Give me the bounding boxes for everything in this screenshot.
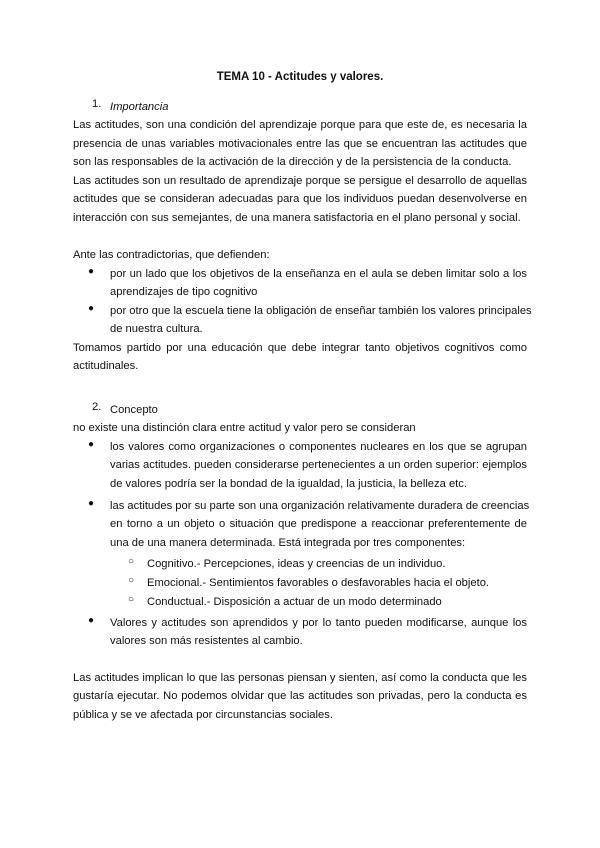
closing-paragraph-line: gustaría ejecutar. No podemos olvidar que las actitudes son privadas, pero la conducta es (73, 690, 527, 702)
document-title: TEMA 10 - Actitudes y valores. (216, 71, 384, 83)
section-1-paragraph-1-line: presencia de unas variables motivacionales entre las que se encuentran las actitudes que (73, 138, 527, 150)
bullet-line: de nuestra cultura. (110, 323, 203, 335)
bullet-line: una de una manera determinada. Está integrada por tres componentes: (110, 537, 466, 549)
component-item: Cognitivo.- Percepciones, ideas y creencias de un individuo. (147, 558, 446, 570)
section-1-conclusion-line: actitudinales. (73, 360, 139, 372)
bullet-line: los valores como organizaciones o componentes nucleares en los que se agrupan (110, 441, 527, 453)
bullet-line: las actitudes por su parte son una organización relativamente duradera de creencias (110, 500, 530, 512)
component-item: Conductual.- Disposición a actuar de un modo determinado (147, 596, 442, 608)
sub-bullet-marker: ○ (128, 575, 135, 586)
bullet-line: de valores podría ser la bondad de la igualdad, la justicia, la belleza etc. (110, 478, 467, 490)
component-item: Emocional.- Sentimientos favorables o desfavorables hacia el objeto. (147, 577, 490, 589)
closing-paragraph-line: pública y se ve afectada por circunstancias sociales. (73, 709, 333, 721)
bullet-marker: ● (88, 439, 95, 450)
section-1-number: 1. (92, 98, 102, 110)
bullet-line: en torno a un objeto o situación que predispone a reaccionar preferentemente de (110, 518, 527, 530)
section-1-conclusion-line: Tomamos partido por una educación que debe integrar tanto objetivos cognitivos como (73, 342, 527, 354)
bullet-line: varias actitudes. pueden considerarse pertenecientes a un orden superior: ejemplos (110, 459, 527, 471)
sub-bullet-marker: ○ (128, 556, 135, 567)
bullet-marker: ● (88, 266, 95, 277)
section-2-number: 2. (92, 401, 102, 413)
section-1-intro: Ante las contradictorias, que defienden: (73, 249, 270, 261)
bullet-marker: ● (88, 498, 95, 509)
section-1-paragraph-2-line: interacción con sus semejantes, de una manera satisfactoria en el plano personal y social. (73, 212, 521, 224)
bullet-marker: ● (88, 303, 95, 314)
section-1-paragraph-2-line: actitudes que se consideran adecuadas para que los individuos puedan desenvolverse en (73, 193, 527, 205)
sub-bullet-marker: ○ (128, 594, 135, 605)
bullet-line: por un lado que los objetivos de la enseñanza en el aula se deben limitar solo a los (110, 268, 527, 280)
section-1-paragraph-1-line: Las actitudes, son una condición del aprendizaje porque para que este de, es necesaria la (73, 119, 527, 131)
bullet-line: por otro que la escuela tiene la obligación de enseñar también los valores principales (110, 305, 532, 317)
section-1-paragraph-2-line: Las actitudes son un resultado de aprendizaje porque se persigue el desarrollo de aquellas (73, 175, 527, 187)
bullet-line: aprendizajes de tipo cognitivo (110, 286, 258, 298)
section-2-heading: Concepto (110, 404, 158, 416)
bullet-marker: ● (88, 615, 95, 626)
closing-paragraph-line: Las actitudes implican lo que las personas piensan y sienten, así como la conducta que les (73, 672, 527, 684)
section-1-paragraph-1-line: son las responsables de la activación de la dirección y de la persistencia de la conducta. (73, 156, 512, 168)
bullet-line: valores son más resistentes al cambio. (110, 635, 303, 647)
section-1-heading: Importancia (110, 101, 169, 113)
section-2-intro: no existe una distinción clara entre actitud y valor pero se consideran (73, 422, 416, 434)
bullet-line: Valores y actitudes son aprendidos y por lo tanto pueden modificarse, aunque los (110, 617, 527, 629)
